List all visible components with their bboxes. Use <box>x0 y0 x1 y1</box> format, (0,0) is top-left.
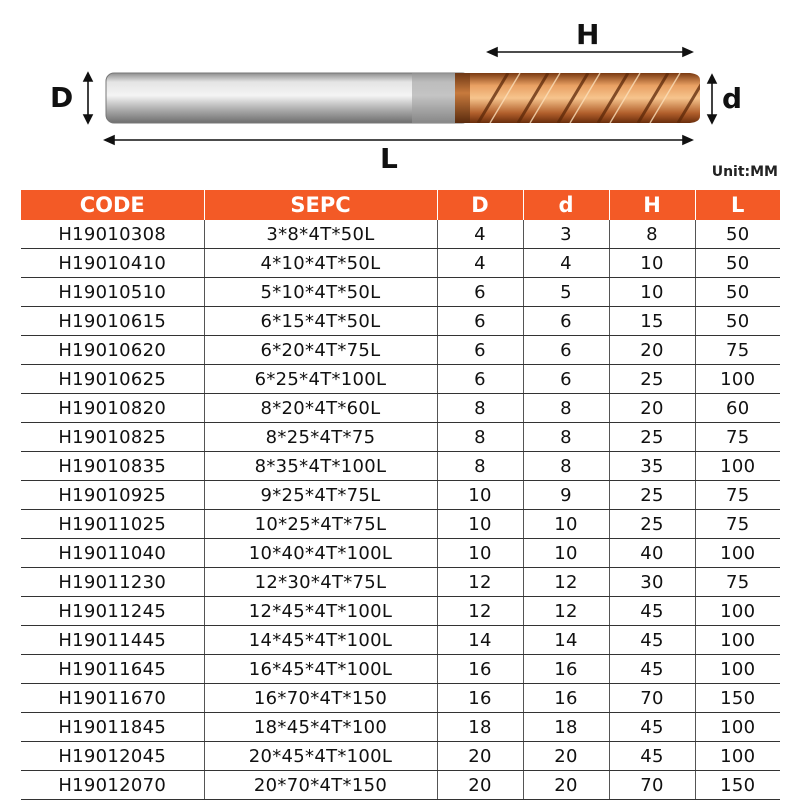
cell-spec: 20*70*4T*150 <box>204 771 437 800</box>
cell-H: 70 <box>609 771 695 800</box>
cell-H: 45 <box>609 597 695 626</box>
header-sepc: SEPC <box>204 190 437 220</box>
cell-d: 5 <box>523 278 609 307</box>
unit-label: Unit:MM <box>711 164 778 180</box>
header-H: H <box>609 190 695 220</box>
cell-d: 6 <box>523 307 609 336</box>
cell-code: H19011040 <box>21 539 204 568</box>
cell-d: 4 <box>523 249 609 278</box>
cell-D: 6 <box>437 336 523 365</box>
table-row <box>21 452 780 481</box>
dimension-d-label: d <box>722 82 743 115</box>
cell-D: 14 <box>437 626 523 655</box>
cell-code: H19010410 <box>21 249 204 278</box>
cell-d: 8 <box>523 452 609 481</box>
cell-d: 20 <box>523 771 609 800</box>
cell-D: 10 <box>437 539 523 568</box>
cell-H: 30 <box>609 568 695 597</box>
cell-code: H19010308 <box>21 220 204 249</box>
cell-L: 50 <box>695 249 780 278</box>
cell-spec: 16*70*4T*150 <box>204 684 437 713</box>
cell-L: 75 <box>695 510 780 539</box>
cell-H: 25 <box>609 365 695 394</box>
dimension-d-arrow <box>708 75 716 123</box>
cell-spec: 6*25*4T*100L <box>204 365 437 394</box>
cell-L: 50 <box>695 278 780 307</box>
cell-H: 25 <box>609 481 695 510</box>
cell-spec: 12*30*4T*75L <box>204 568 437 597</box>
cell-D: 6 <box>437 278 523 307</box>
table-row <box>21 278 780 307</box>
table-row <box>21 249 780 278</box>
table-row <box>21 481 780 510</box>
cell-spec: 10*25*4T*75L <box>204 510 437 539</box>
cell-L: 75 <box>695 568 780 597</box>
table-row <box>21 742 780 771</box>
cell-d: 20 <box>523 742 609 771</box>
cell-code: H19010620 <box>21 336 204 365</box>
cell-L: 50 <box>695 220 780 249</box>
cell-d: 10 <box>523 539 609 568</box>
table-row <box>21 568 780 597</box>
cell-spec: 6*20*4T*75L <box>204 336 437 365</box>
cell-H: 70 <box>609 684 695 713</box>
cell-d: 14 <box>523 626 609 655</box>
table-row <box>21 771 780 800</box>
cell-D: 18 <box>437 713 523 742</box>
cell-L: 60 <box>695 394 780 423</box>
cell-H: 45 <box>609 655 695 684</box>
table-header-row <box>21 190 780 220</box>
cell-D: 12 <box>437 597 523 626</box>
cell-L: 150 <box>695 771 780 800</box>
table-row <box>21 394 780 423</box>
table-row <box>21 510 780 539</box>
shank <box>106 73 473 123</box>
cell-D: 10 <box>437 481 523 510</box>
cell-D: 10 <box>437 510 523 539</box>
cell-spec: 20*45*4T*100L <box>204 742 437 771</box>
cell-d: 12 <box>523 568 609 597</box>
cell-d: 8 <box>523 423 609 452</box>
cell-H: 20 <box>609 336 695 365</box>
header-L: L <box>695 190 780 220</box>
dimension-D-label: D <box>50 81 74 114</box>
dimension-H-label: H <box>576 18 600 51</box>
cell-spec: 8*25*4T*75 <box>204 423 437 452</box>
cell-spec: 16*45*4T*100L <box>204 655 437 684</box>
cell-D: 4 <box>437 220 523 249</box>
cell-H: 10 <box>609 249 695 278</box>
cell-code: H19011645 <box>21 655 204 684</box>
cell-D: 16 <box>437 655 523 684</box>
cell-spec: 8*35*4T*100L <box>204 452 437 481</box>
cell-L: 150 <box>695 684 780 713</box>
cell-code: H19010510 <box>21 278 204 307</box>
cell-spec: 18*45*4T*100 <box>204 713 437 742</box>
cell-H: 45 <box>609 742 695 771</box>
cell-L: 100 <box>695 597 780 626</box>
header-D: D <box>437 190 523 220</box>
cell-code: H19011670 <box>21 684 204 713</box>
cell-H: 45 <box>609 713 695 742</box>
cell-code: H19010820 <box>21 394 204 423</box>
cell-spec: 10*40*4T*100L <box>204 539 437 568</box>
cell-code: H19012070 <box>21 771 204 800</box>
table-row <box>21 539 780 568</box>
table-row <box>21 365 780 394</box>
cell-d: 3 <box>523 220 609 249</box>
cell-spec: 4*10*4T*50L <box>204 249 437 278</box>
table-row <box>21 655 780 684</box>
cell-d: 8 <box>523 394 609 423</box>
cell-L: 50 <box>695 307 780 336</box>
cell-D: 12 <box>437 568 523 597</box>
cell-code: H19011230 <box>21 568 204 597</box>
cell-H: 20 <box>609 394 695 423</box>
table-row <box>21 423 780 452</box>
table-row <box>21 684 780 713</box>
cell-D: 20 <box>437 771 523 800</box>
cell-L: 100 <box>695 365 780 394</box>
cell-H: 40 <box>609 539 695 568</box>
dimension-L-arrow <box>105 136 692 144</box>
cell-d: 16 <box>523 684 609 713</box>
cell-d: 18 <box>523 713 609 742</box>
cell-d: 6 <box>523 365 609 394</box>
cell-L: 75 <box>695 481 780 510</box>
cell-d: 16 <box>523 655 609 684</box>
cell-H: 25 <box>609 510 695 539</box>
cell-spec: 9*25*4T*75L <box>204 481 437 510</box>
table-row <box>21 713 780 742</box>
cell-L: 100 <box>695 452 780 481</box>
table-row <box>21 220 780 249</box>
cell-d: 6 <box>523 336 609 365</box>
cell-D: 8 <box>437 452 523 481</box>
cell-d: 10 <box>523 510 609 539</box>
cell-H: 15 <box>609 307 695 336</box>
cell-L: 100 <box>695 742 780 771</box>
cell-code: H19011025 <box>21 510 204 539</box>
cell-H: 35 <box>609 452 695 481</box>
cell-code: H19011245 <box>21 597 204 626</box>
cell-code: H19012045 <box>21 742 204 771</box>
flute-section <box>470 73 708 123</box>
cell-D: 20 <box>437 742 523 771</box>
cell-L: 100 <box>695 626 780 655</box>
cell-D: 8 <box>437 394 523 423</box>
cell-code: H19011445 <box>21 626 204 655</box>
cell-L: 100 <box>695 713 780 742</box>
spec-table <box>21 190 780 800</box>
cell-L: 100 <box>695 539 780 568</box>
cell-L: 100 <box>695 655 780 684</box>
dimension-L-label: L <box>380 142 398 175</box>
cell-L: 75 <box>695 423 780 452</box>
dimension-D-arrow <box>84 73 92 123</box>
cell-D: 8 <box>437 423 523 452</box>
cell-spec: 6*15*4T*50L <box>204 307 437 336</box>
cell-d: 9 <box>523 481 609 510</box>
cell-spec: 5*10*4T*50L <box>204 278 437 307</box>
cell-code: H19010625 <box>21 365 204 394</box>
cell-code: H19011845 <box>21 713 204 742</box>
cell-H: 25 <box>609 423 695 452</box>
cell-code: H19010835 <box>21 452 204 481</box>
table-row <box>21 336 780 365</box>
cell-spec: 12*45*4T*100L <box>204 597 437 626</box>
cell-D: 16 <box>437 684 523 713</box>
table-row <box>21 307 780 336</box>
cell-code: H19010925 <box>21 481 204 510</box>
table-body <box>21 220 780 800</box>
cell-code: H19010615 <box>21 307 204 336</box>
cell-spec: 8*20*4T*60L <box>204 394 437 423</box>
cell-D: 6 <box>437 307 523 336</box>
cell-L: 75 <box>695 336 780 365</box>
cell-code: H19010825 <box>21 423 204 452</box>
header-code: CODE <box>21 190 204 220</box>
cell-spec: 14*45*4T*100L <box>204 626 437 655</box>
cell-spec: 3*8*4T*50L <box>204 220 437 249</box>
cell-H: 10 <box>609 278 695 307</box>
table-row <box>21 597 780 626</box>
end-mill-diagram <box>0 0 800 190</box>
table-row <box>21 626 780 655</box>
cell-D: 4 <box>437 249 523 278</box>
cell-H: 45 <box>609 626 695 655</box>
cell-d: 12 <box>523 597 609 626</box>
header-d: d <box>523 190 609 220</box>
cell-H: 8 <box>609 220 695 249</box>
cell-D: 6 <box>437 365 523 394</box>
